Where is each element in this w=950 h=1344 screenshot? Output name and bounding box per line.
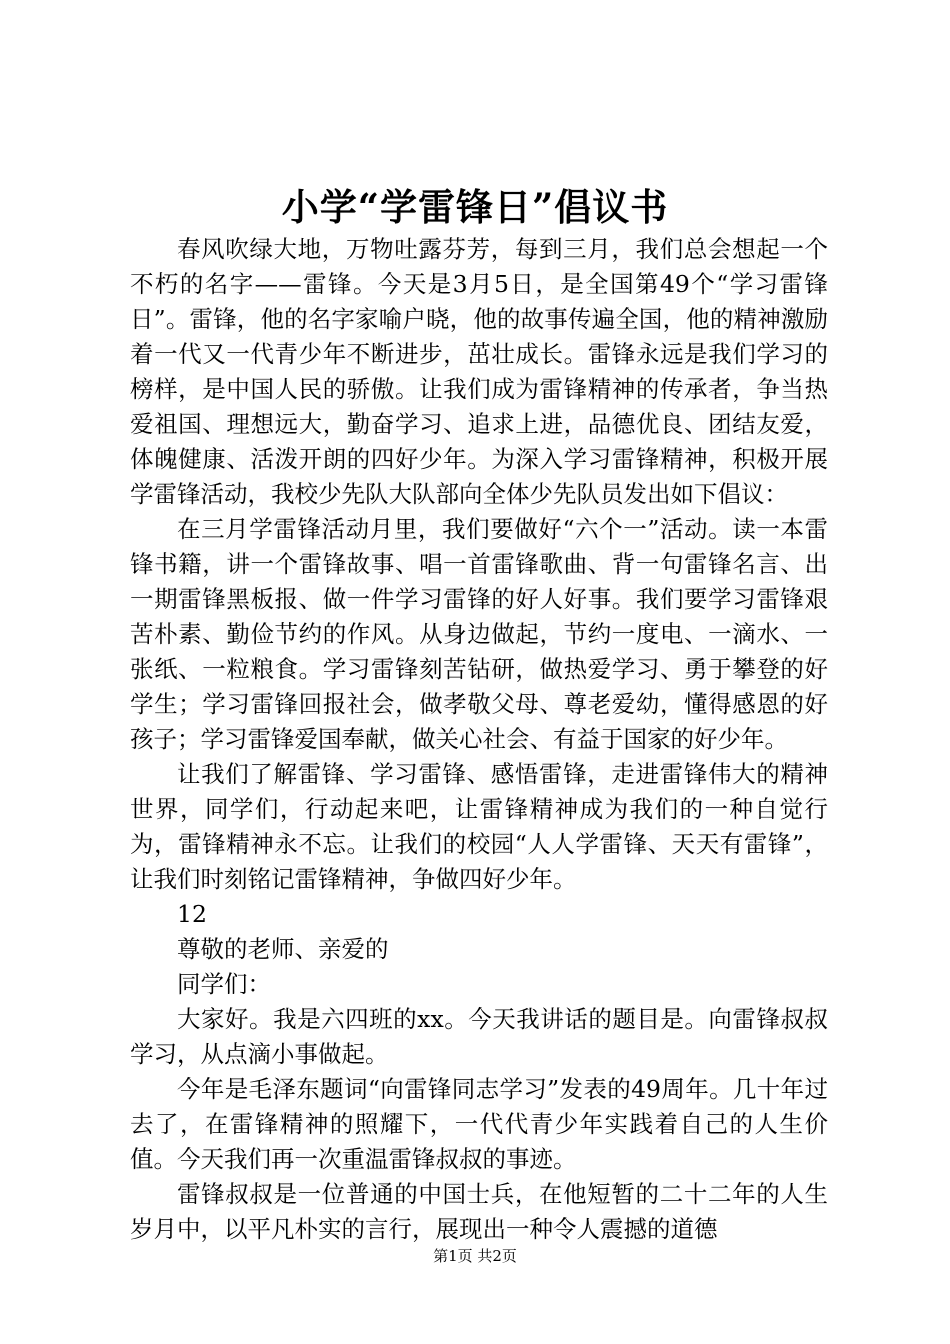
paragraph-intro: 春风吹绿大地，万物吐露芬芳，每到三月，我们总会想起一个不朽的名字——雷锋。今天是3月5日，是全国第49个“学习雷锋日”。雷锋，他的名字家喻户晓，他的故事传遍全国，他的精神激励着一代又一代青少年不断进步，茁壮成长。雷锋永远是我们学习的榜样，是中国人民的骄傲。让我们成为雷锋精神的传承者，争当热爱祖国、理想远大，勤奋学习、追求上进，品德优良、团结友爱，体魄健康、活泼开朗的四好少年。为深入学习雷锋精神，积极开展学雷锋活动，我校少先队大队部向全体少先队员发出如下倡议： [130, 235, 828, 508]
speech-paragraph-story: 雷锋叔叔是一位普通的中国士兵，在他短暂的二十二年的人生岁月中，以平凡朴实的言行，展现出一种令人震撼的道德 [130, 1180, 828, 1243]
document-title: 小学“学雷锋日”倡议书 [281, 185, 669, 229]
salutation-line-2: 同学们： [177, 970, 271, 998]
page-footer: 第1页 共2页 [433, 1247, 517, 1265]
speech-paragraph-anniversary: 今年是毛泽东题词“向雷锋同志学习”发表的49周年。几十年过去了，在雷锋精神的照耀下，一代代青少年实践着自己的人生价值。今天我们再一次重温雷锋叔叔的事迹。 [130, 1075, 828, 1173]
paragraph-call-to-action: 让我们了解雷锋、学习雷锋、感悟雷锋，走进雷锋伟大的精神世界，同学们，行动起来吧，让雷锋精神成为我们的一种自觉行为，雷锋精神永不忘。让我们的校园“人人学雷锋、天天有雷锋”，让我们时刻铭记雷锋精神，争做四好少年。 [130, 760, 828, 893]
section-marker: 12 [177, 900, 207, 928]
document-body [130, 232, 828, 1247]
speech-paragraph-greeting: 大家好。我是六四班的xx。今天我讲话的题目是。向雷锋叔叔学习，从点滴小事做起。 [130, 1005, 828, 1068]
salutation-line-1: 尊敬的老师、亲爱的 [177, 935, 389, 963]
paragraph-activities: 在三月学雷锋活动月里，我们要做好“六个一”活动。读一本雷锋书籍，讲一个雷锋故事、唱一首雷锋歌曲、背一句雷锋名言、出一期雷锋黑板报、做一件学习雷锋的好人好事。我们要学习雷锋艰苦朴素、勤俭节约的作风。从身边做起，节约一度电、一滴水、一张纸、一粒粮食。学习雷锋刻苦钻研，做热爱学习、勇于攀登的好学生；学习雷锋回报社会，做孝敬父母、尊老爱幼，懂得感恩的好孩子；学习雷锋爱国奉献，做关心社会、有益于国家的好少年。 [130, 515, 828, 753]
